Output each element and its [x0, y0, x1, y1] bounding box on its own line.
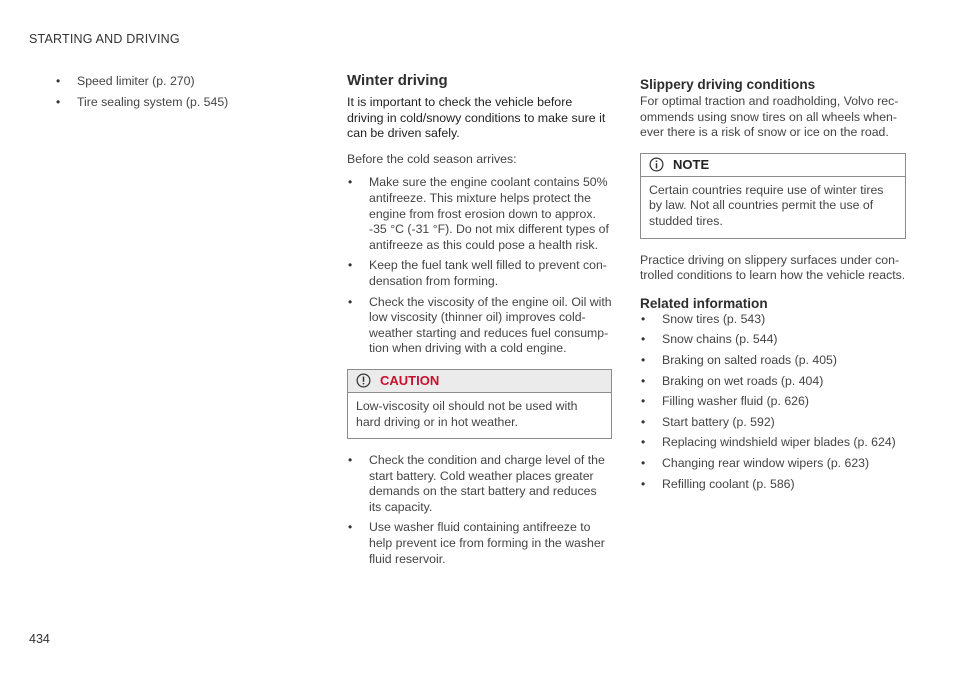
note-header: [641, 154, 905, 177]
related-link[interactable]: • Changing rear window wipers (p. 623): [640, 456, 906, 472]
caution-label: CAUTION: [380, 373, 440, 389]
list-item: • Check the condition and charge level of the start battery. Cold weather places greater demands on the start battery and reduces its capacity.: [347, 453, 612, 515]
list-item: • Use washer fluid containing antifreeze to help prevent ice from forming in the washer fluid reservoir.: [347, 520, 612, 567]
related-link[interactable]: • Filling washer fluid (p. 626): [640, 394, 906, 410]
related-link[interactable]: • Snow chains (p. 544): [640, 332, 906, 348]
related-links-list: [640, 312, 906, 492]
related-information-title: Related information: [640, 295, 768, 311]
slippery-lead-paragraph: For optimal traction and roadholding, Volvo rec-ommends using snow tires on all wheels when-ever there is a risk of snow or ice on the road.: [640, 94, 899, 140]
winter-lead-paragraph: It is important to check the vehicle before driving in cold/snowy conditions to make sure it can be driven safely.: [347, 95, 606, 141]
note-label: NOTE: [673, 156, 710, 172]
warning-circle-icon: [356, 373, 371, 388]
winter-intro: Before the cold season arrives:: [347, 151, 517, 166]
column-left: [55, 74, 295, 115]
continued-bullet-list: [55, 74, 295, 110]
related-link[interactable]: • Braking on wet roads (p. 404): [640, 374, 906, 390]
slippery-conditions-title: Slippery driving conditions: [640, 77, 816, 92]
note-text: Certain countries require use of winter tires by law. Not all countries permit the use of studded tires.: [649, 182, 884, 228]
list-item: • Tire sealing system (p. 545): [55, 95, 295, 111]
column-middle: [347, 74, 612, 572]
note-box: [640, 153, 906, 239]
caution-box: [347, 369, 612, 439]
related-link[interactable]: • Refilling coolant (p. 586): [640, 477, 906, 493]
winter-checklist-continued: [347, 453, 612, 567]
related-link[interactable]: • Braking on salted roads (p. 405): [640, 353, 906, 369]
winter-checklist: [347, 175, 612, 357]
list-item: • Check the viscosity of the engine oil. Oil with low viscosity (thinner oil) improves cold-weather starting and reduces fuel consump-tion when driving with a cold engine.: [347, 295, 612, 357]
caution-header: [348, 370, 611, 393]
page-header: STARTING AND DRIVING: [29, 32, 180, 46]
practice-paragraph: Practice driving on slippery surfaces under con-trolled conditions to learn how the vehicle reacts.: [640, 252, 906, 283]
related-link[interactable]: • Snow tires (p. 543): [640, 312, 906, 328]
info-circle-icon: [649, 157, 664, 172]
list-item: • Make sure the engine coolant contains 50% antifreeze. This mixture helps protect the engine from frost erosion down to approx. -35 °C (-31 °F). Do not mix different types of antifreeze as this could pose a health risk.: [347, 175, 612, 253]
list-item: • Speed limiter (p. 270): [55, 74, 295, 90]
list-item: • Keep the fuel tank well filled to prevent con-densation from forming.: [347, 258, 612, 289]
related-link[interactable]: • Replacing windshield wiper blades (p. 624): [640, 435, 906, 451]
caution-text: Low-viscosity oil should not be used with hard driving or in hot weather.: [356, 398, 578, 429]
page-number: 434: [29, 632, 50, 646]
column-right: [640, 74, 906, 497]
winter-driving-title: Winter driving: [347, 72, 448, 89]
related-link[interactable]: • Start battery (p. 592): [640, 415, 906, 431]
